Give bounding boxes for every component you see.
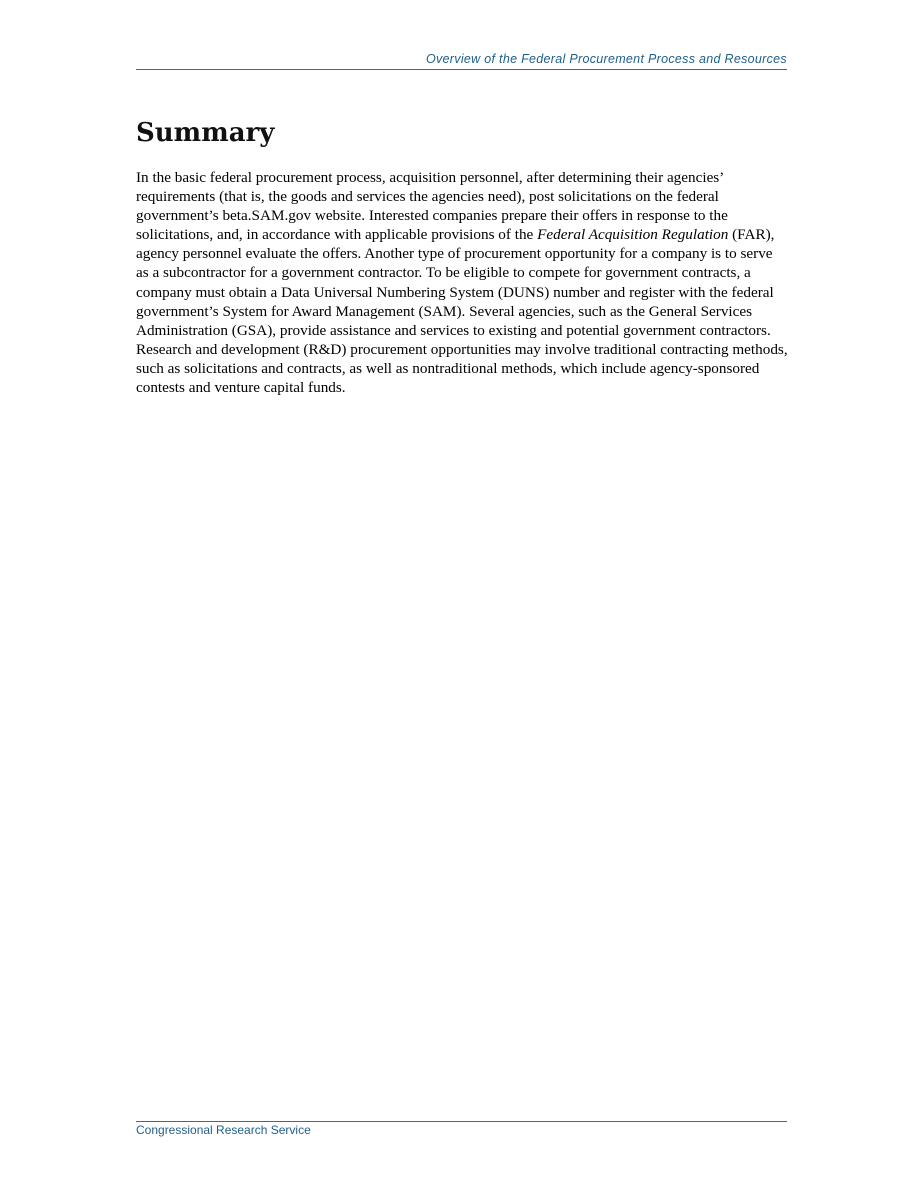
section-heading: Summary	[136, 118, 275, 148]
summary-text-part1: In the basic federal procurement process, acquisition personnel, after determining their agencies’ requirements (that is, the goods and services the agencies need), post solicitations on the federal government’s beta.SAM.gov website. Interested companies prepare their offers in response to the solicitations, and, in accordance with applicable provisions of the	[136, 169, 728, 244]
running-header-title: Overview of the Federal Procurement Process and Resources	[425, 52, 787, 66]
footer-divider	[136, 1121, 787, 1122]
far-title-italic: Federal Acquisition Regulation	[537, 226, 729, 244]
summary-paragraph	[136, 168, 788, 397]
summary-text-part2: (FAR), agency personnel evaluate the offers. Another type of procurement opportunity for a company is to serve as a subcontractor for a government contractor. To be eligible to compete for government contracts, a company must obtain a Data Universal Numbering System (DUNS) number and register with the federal government’s System for Award Management (SAM). Several agencies, such as the General Services Administration (GSA), provide assistance and services to existing and potential government contractors. Research and development (R&D) procurement opportunities may involve traditional contracting methods, such as solicitations and contracts, as well as nontraditional methods, which include agency-sponsored contests and venture capital funds.	[136, 226, 788, 397]
footer-organization: Congressional Research Service	[136, 1123, 311, 1137]
header-divider	[136, 69, 787, 70]
